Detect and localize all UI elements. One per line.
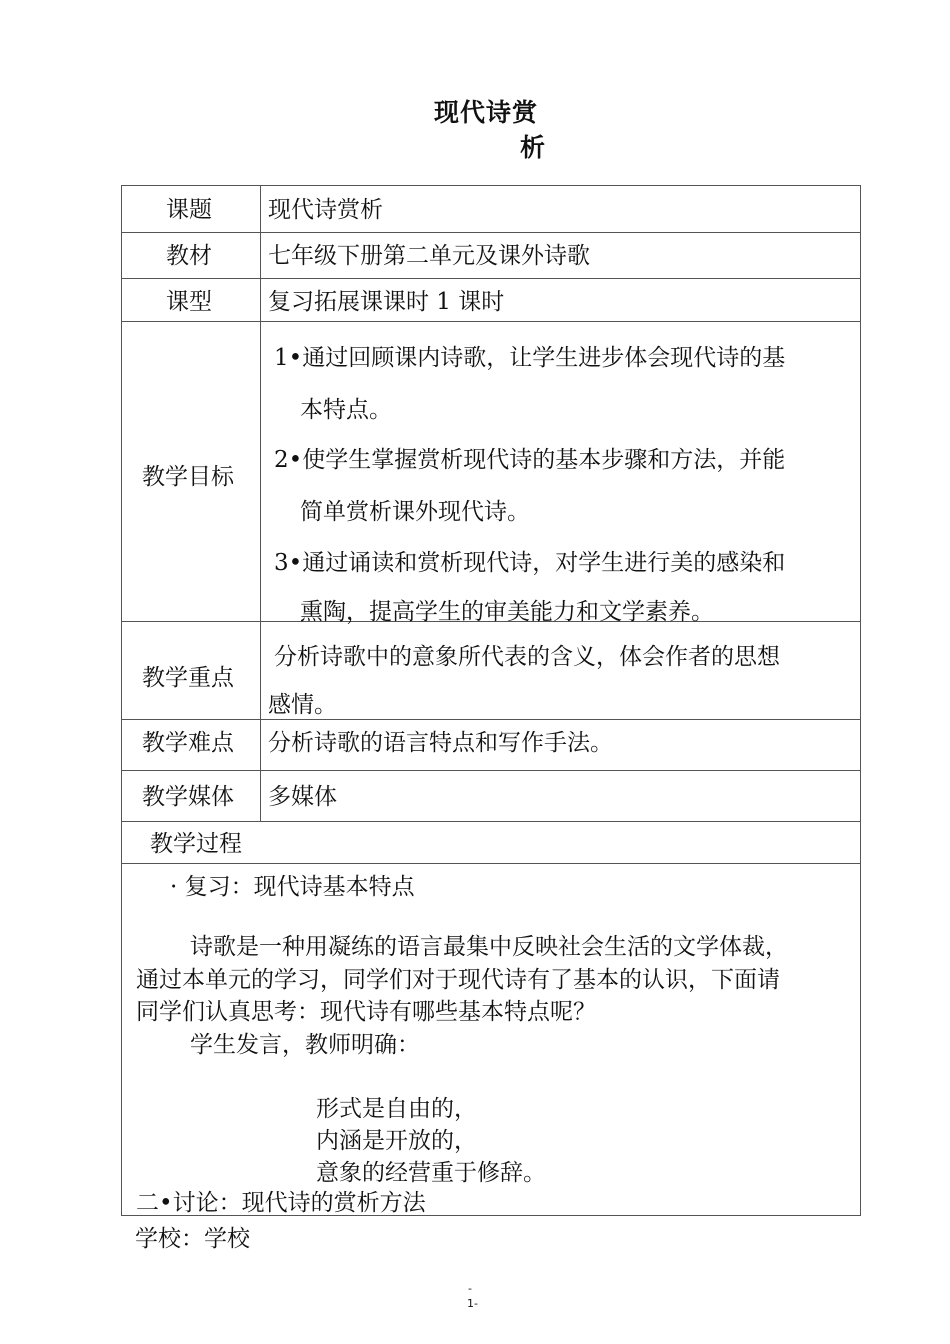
student-speech-line: 学生发言，教师明确： bbox=[190, 1032, 420, 1058]
review-heading: · 复习：现代诗基本特点 bbox=[170, 874, 415, 900]
section-label-process: 教学过程 bbox=[150, 831, 242, 857]
objective-2-line2: 简单赏析课外现代诗。 bbox=[300, 499, 530, 525]
row-label-lesson-type: 课型 bbox=[166, 289, 212, 315]
school-footer: 学校：学校 bbox=[135, 1226, 250, 1252]
discussion-heading: 二•讨论：现代诗的赏析方法 bbox=[136, 1190, 426, 1216]
key-points-line2: 感情。 bbox=[268, 692, 337, 718]
row-divider bbox=[122, 719, 860, 720]
lesson-plan-table bbox=[121, 185, 861, 1216]
objective-3-line2: 熏陶，提高学生的审美能力和文学素养。 bbox=[300, 599, 714, 625]
objective-2-line1: 2•使学生掌握赏析现代诗的基本步骤和方法，并能 bbox=[274, 447, 786, 473]
row-label-objectives: 教学目标 bbox=[142, 464, 234, 490]
row-label-media: 教学媒体 bbox=[142, 784, 234, 810]
document-title-line2: 析 bbox=[520, 133, 546, 162]
row-divider bbox=[122, 821, 860, 822]
document-title-line1: 现代诗赏 bbox=[434, 98, 539, 127]
row-label-difficulty: 教学难点 bbox=[142, 730, 234, 756]
page-mark: - bbox=[468, 1282, 472, 1295]
paragraph-line-2: 通过本单元的学习，同学们对于现代诗有了基本的认识，下面请 bbox=[136, 967, 780, 993]
row-divider bbox=[122, 278, 860, 279]
row-divider bbox=[122, 770, 860, 771]
page-number: 1- bbox=[467, 1297, 478, 1310]
objective-1-line2: 本特点。 bbox=[300, 397, 392, 423]
row-value-lesson-type: 复习拓展课课时 1 课时 bbox=[268, 289, 505, 315]
objective-1-line1: 1•通过回顾课内诗歌，让学生进步体会现代诗的基 bbox=[274, 345, 786, 371]
row-divider bbox=[122, 321, 860, 322]
feature-item: 内涵是开放的， bbox=[316, 1128, 477, 1154]
paragraph-line-1: 诗歌是一种用凝练的语言最集中反映社会生活的文学体裁， bbox=[190, 934, 788, 960]
column-divider bbox=[260, 186, 261, 821]
row-value-media: 多媒体 bbox=[268, 784, 337, 810]
row-value-textbook: 七年级下册第二单元及课外诗歌 bbox=[268, 243, 590, 269]
row-value-topic: 现代诗赏析 bbox=[268, 197, 383, 223]
row-value-difficulty: 分析诗歌的语言特点和写作手法。 bbox=[268, 730, 613, 756]
row-label-topic: 课题 bbox=[166, 197, 212, 223]
row-divider bbox=[122, 863, 860, 864]
key-points-line1: 分析诗歌中的意象所代表的含义，体会作者的思想 bbox=[274, 644, 780, 670]
row-label-key-points: 教学重点 bbox=[142, 665, 234, 691]
row-divider bbox=[122, 232, 860, 233]
feature-item: 意象的经营重于修辞。 bbox=[316, 1160, 546, 1186]
objective-3-line1: 3•通过诵读和赏析现代诗，对学生进行美的感染和 bbox=[274, 550, 786, 576]
row-label-textbook: 教材 bbox=[166, 243, 212, 269]
paragraph-line-3: 同学们认真思考：现代诗有哪些基本特点呢？ bbox=[136, 999, 596, 1025]
feature-item: 形式是自由的， bbox=[316, 1096, 477, 1122]
